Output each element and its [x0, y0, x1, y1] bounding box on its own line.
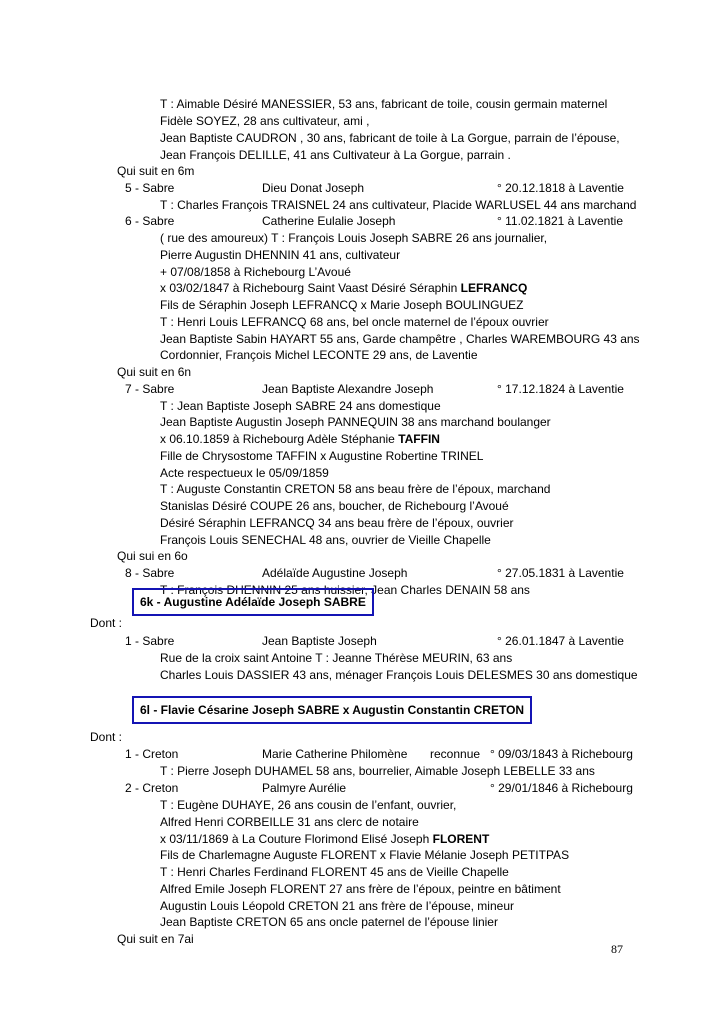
witness-line: Alfred Emile Joseph FLORENT 27 ans frère de l’époux, peintre en bâtiment [160, 882, 561, 896]
child-number: 5 - Sabre [125, 181, 175, 195]
child-birth: ° 20.12.1818 à Laventie [497, 181, 624, 195]
witness-line: Augustin Louis Léopold CRETON 21 ans frère de l’épouse, mineur [160, 899, 514, 913]
dont-label: Dont : [90, 730, 123, 744]
witness-line: François Louis SENECHAL 48 ans, ouvrier de Vieille Chapelle [160, 533, 491, 547]
witness-line: T : Aimable Désiré MANESSIER, 53 ans, fabricant de toile, cousin germain maternel [160, 97, 608, 111]
child-name: Jean Baptiste Alexandre Joseph [262, 382, 434, 396]
child-name: Marie Catherine Philomène [262, 747, 408, 761]
continuation-note: Qui sui en 6o [117, 549, 188, 563]
child-birth: ° 26.01.1847 à Laventie [497, 634, 624, 648]
marriage-line [160, 280, 527, 297]
detail-line: Fils de Charlemagne Auguste FLORENT x Flavie Mélanie Joseph PETITPAS [160, 848, 570, 862]
recognition-note: reconnue [430, 747, 481, 761]
spouse-surname: TAFFIN [398, 432, 440, 446]
dont-label: Dont : [90, 616, 123, 630]
detail-line: ( rue des amoureux) T : François Louis Joseph SABRE 26 ans journalier, [160, 231, 548, 245]
child-birth: ° 17.12.1824 à Laventie [497, 382, 624, 396]
witness-line: Jean Baptiste Augustin Joseph PANNEQUIN 38 ans marchand boulanger [160, 415, 551, 429]
detail-line: Rue de la croix saint Antoine T : Jeanne Thérèse MEURIN, 63 ans [160, 651, 513, 665]
detail-line: Pierre Augustin DHENNIN 41 ans, cultivateur [160, 248, 401, 262]
continuation-note: Qui suit en 6n [117, 365, 192, 379]
child-birth: ° 27.05.1831 à Laventie [497, 566, 624, 580]
witness-line: T : Auguste Constantin CRETON 58 ans beau frère de l’époux, marchand [160, 482, 551, 496]
child-birth: ° 09/03/1843 à Richebourg [490, 747, 633, 761]
child-birth: ° 11.02.1821 à Laventie [497, 214, 624, 228]
witness-line: Jean François DELILLE, 41 ans Cultivateur à La Gorgue, parrain . [160, 148, 511, 162]
witness-line: Jean Baptiste Sabin HAYART 55 ans, Garde champêtre , Charles WAREMBOURG 43 ans [160, 332, 640, 346]
child-number: 1 - Creton [125, 747, 179, 761]
child-number: 1 - Sabre [125, 634, 175, 648]
child-number: 2 - Creton [125, 781, 179, 795]
spouse-surname: FLORENT [432, 832, 490, 846]
witness-line: Charles Louis DASSIER 43 ans, ménager François Louis DELESMES 30 ans domestique [160, 668, 638, 682]
child-name: Palmyre Aurélie [262, 781, 347, 795]
child-number: 6 - Sabre [125, 214, 175, 228]
witness-line: Désiré Séraphin LEFRANCQ 34 ans beau frère de l’époux, ouvrier [160, 516, 514, 530]
marriage-text: x 06.10.1859 à Richebourg Adèle Stéphanie [160, 432, 399, 446]
child-number: 7 - Sabre [125, 382, 175, 396]
witness-line: T : Pierre Joseph DUHAMEL 58 ans, bourrelier, Aimable Joseph LEBELLE 33 ans [160, 764, 595, 778]
witness-line: T : Charles François TRAISNEL 24 ans cultivateur, Placide WARLUSEL 44 ans marchand [160, 198, 637, 212]
marriage-text: x 03/11/1869 à La Couture Florimond Elisé Joseph [160, 832, 433, 846]
witness-line: T : Jean Baptiste Joseph SABRE 24 ans domestique [160, 399, 441, 413]
marriage-text: x 03/02/1847 à Richebourg Saint Vaast Désiré Séraphin [160, 281, 461, 295]
witness-line: T : Henri Charles Ferdinand FLORENT 45 ans de Vieille Chapelle [160, 865, 509, 879]
witness-line: Jean Baptiste CAUDRON , 30 ans, fabricant de toile à La Gorgue, parrain de l’épouse, [160, 131, 620, 145]
child-name: Catherine Eulalie Joseph [262, 214, 396, 228]
continuation-note: Qui suit en 6m [117, 164, 195, 178]
child-name: Dieu Donat Joseph [262, 181, 365, 195]
witness-line: Alfred Henri CORBEILLE 31 ans clerc de notaire [160, 815, 419, 829]
marriage-line [160, 831, 489, 848]
witness-line: T : Eugène DUHAYE, 26 ans cousin de l’enfant, ouvrier, [160, 798, 457, 812]
detail-line: Fils de Séraphin Joseph LEFRANCQ x Marie Joseph BOULINGUEZ [160, 298, 524, 312]
witness-line: Fidèle SOYEZ, 28 ans cultivateur, ami , [160, 114, 370, 128]
section-heading-6k: 6k - Augustine Adélaïde Joseph SABRE [132, 588, 374, 616]
witness-line: T : François DHENNIN 25 ans huissier, Jean Charles DENAIN 58 ans [160, 583, 530, 597]
spouse-surname: LEFRANCQ [460, 281, 528, 295]
witness-line: Jean Baptiste CRETON 65 ans oncle paternel de l’épouse linier [160, 915, 498, 929]
child-number: 8 - Sabre [125, 566, 175, 580]
page-number: 87 [611, 942, 623, 956]
witness-line: T : Henri Louis LEFRANCQ 68 ans, bel oncle maternel de l’époux ouvrier [160, 315, 549, 329]
child-birth: ° 29/01/1846 à Richebourg [490, 781, 633, 795]
continuation-note: Qui suit en 7ai [117, 932, 194, 946]
child-name: Jean Baptiste Joseph [262, 634, 377, 648]
detail-line: Fille de Chrysostome TAFFIN x Augustine Robertine TRINEL [160, 449, 484, 463]
witness-line: Stanislas Désiré COUPE 26 ans, boucher, de Richebourg l’Avoué [160, 499, 509, 513]
child-name: Adélaïde Augustine Joseph [262, 566, 408, 580]
death-line: + 07/08/1858 à Richebourg L’Avoué [160, 265, 351, 279]
marriage-line [160, 431, 440, 448]
detail-line: Acte respectueux le 05/09/1859 [160, 466, 329, 480]
section-heading-6l: 6l - Flavie Césarine Joseph SABRE x Augustin Constantin CRETON [132, 696, 532, 724]
witness-line: Cordonnier, François Michel LECONTE 29 ans, de Laventie [160, 348, 478, 362]
